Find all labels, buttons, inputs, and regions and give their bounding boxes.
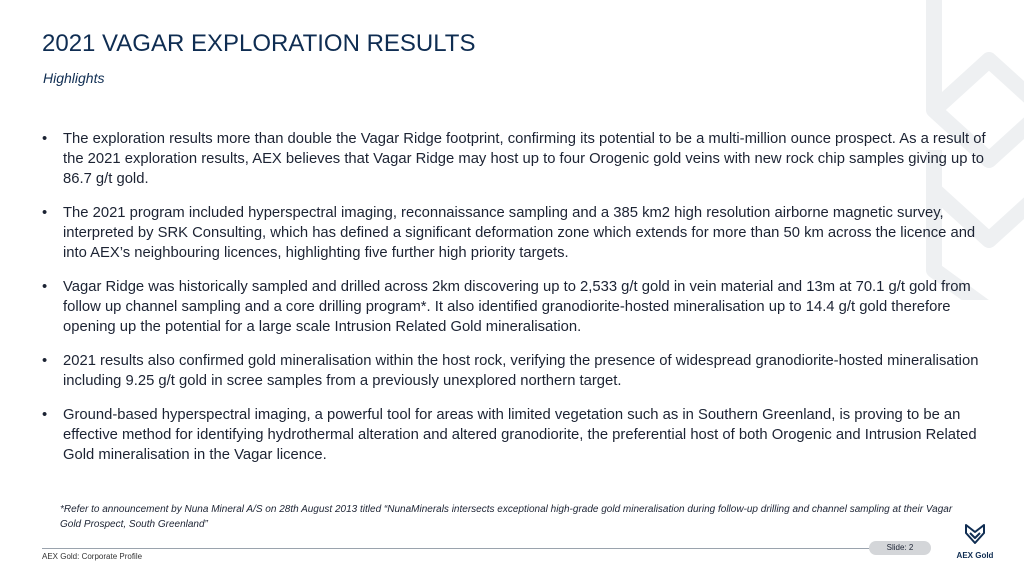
list-item [42,351,992,391]
page-subtitle: Highlights [43,70,105,86]
list-item [42,277,992,337]
bullet-text: The 2021 program included hyperspectral imaging, reconnaissance sampling and a 385 km2 high resolution airborne magnetic survey, interpreted by SRK Consulting, which has defined a significant deformation zone which extends for more than 50 km across the licence and into AEX’s neighbouring licences, highlighting five further high priority targets. [63,205,976,261]
bullet-text: Vagar Ridge was historically sampled and drilled across 2km discovering up to 2,533 g/t gold in vein material and 13m at 70.1 g/t gold from follow up channel sampling and a core drilling program*. It also identified granodiorite-hosted mineralisation up to 14.4 g/t gold therefore opening up the potential for a large scale Intrusion Related Gold mineralisation. [63,279,971,335]
slide-number-badge: Slide: 2 [869,541,931,555]
footer-divider [42,548,874,549]
logo-text: AEX Gold [956,551,994,560]
bullet-icon: • [42,353,48,369]
list-item [42,405,992,465]
bullet-icon: • [42,279,48,295]
bullet-icon: • [42,131,48,147]
highlights-list [42,129,992,479]
list-item [42,203,992,263]
list-item [42,129,992,189]
fox-head-icon [964,523,986,545]
footnote: *Refer to announcement by Nuna Mineral A/S on 28th August 2013 titled “NunaMinerals intersects exceptional high-grade gold mineralisation during follow-up drilling and channel sampling at their Vagar Gold Prospect, South Greenland” [60,504,953,530]
bullet-text: Ground-based hyperspectral imaging, a powerful tool for areas with limited vegetation such as in Southern Greenland, is proving to be an effective method for identifying hydrothermal alteration and altered granodiorite, the preferential host of both Orogenic and Intrusion Related Gold mineralisation in the Vagar licence. [63,407,977,463]
bullet-icon: • [42,205,48,221]
aex-gold-logo [948,523,1002,569]
bullet-text: 2021 results also confirmed gold mineralisation within the host rock, verifying the presence of widespread granodiorite-hosted mineralisation including 9.25 g/t gold in scree samples from a previously unexplored northern target. [63,353,979,389]
bullet-icon: • [42,407,48,423]
footer-label: AEX Gold: Corporate Profile [42,552,143,561]
bullet-text: The exploration results more than double the Vagar Ridge footprint, confirming its potential to be a multi-million ounce prospect. As a result of the 2021 exploration results, AEX believes that Vagar Ridge may host up to four Orogenic gold veins with new rock chip samples giving up to 86.7 g/t gold. [63,131,986,187]
page-title: 2021 VAGAR EXPLORATION RESULTS [42,30,476,57]
